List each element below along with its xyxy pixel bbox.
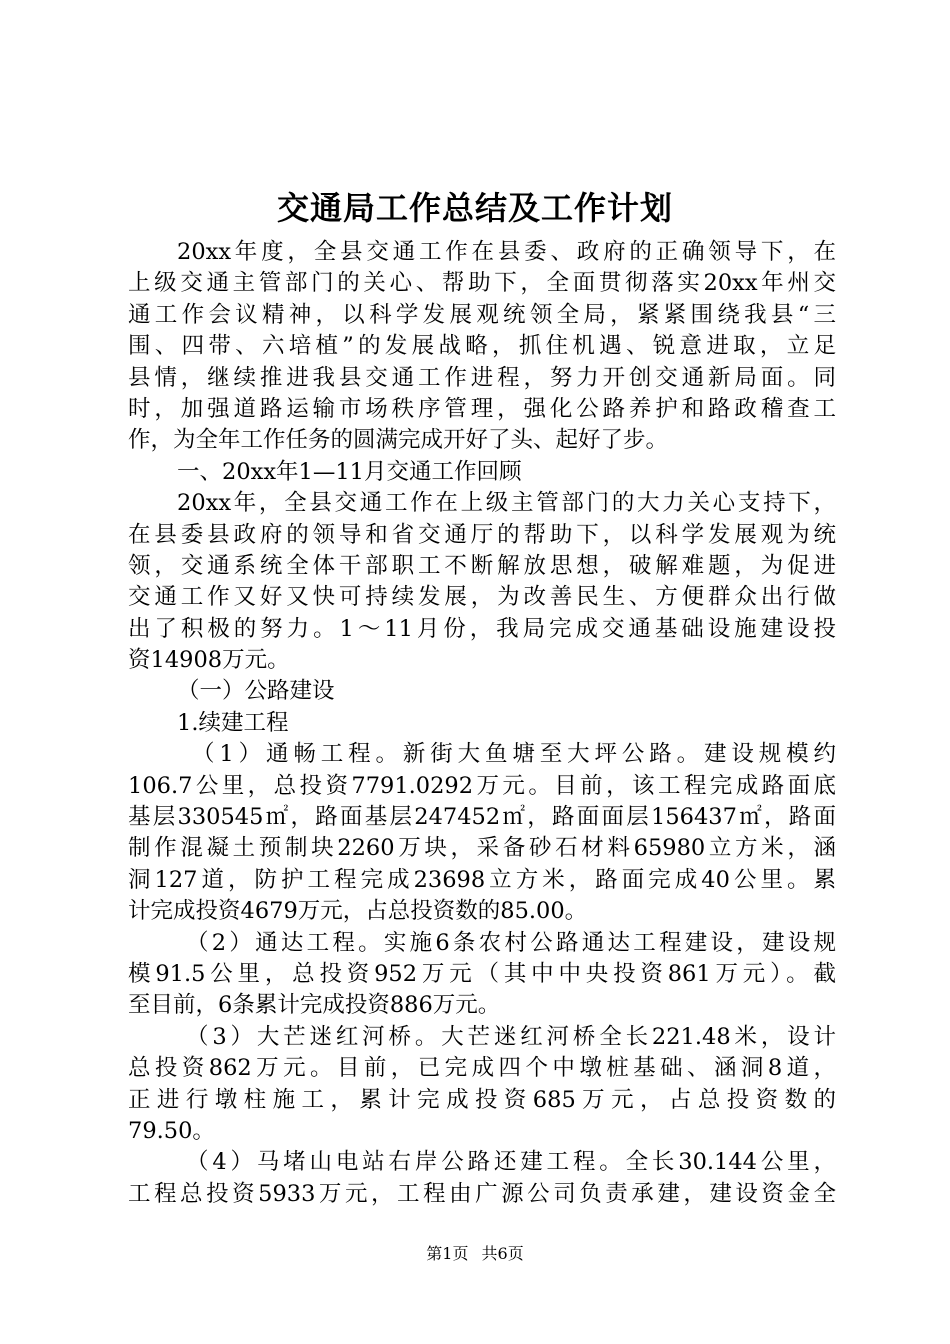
body-line: 20xx年，全县交通工作在上级主管部门的大力关心支持下， xyxy=(177,490,836,517)
body-line: 基层330545㎡，路面基层247452㎡，路面面层156437㎡，路面 xyxy=(128,804,836,831)
body-line: 79.50。 xyxy=(128,1117,215,1144)
body-line: 20xx年度，全县交通工作在县委、政府的正确领导下，在 xyxy=(177,239,836,265)
body-line: 作，为全年工作任务的圆满完成开好了头、起好了步。 xyxy=(128,427,669,454)
body-line: （2）通达工程。实施6条农村公路通达工程建设，建设规 xyxy=(186,929,836,956)
body-line: 出了积极的努力。1～11月份，我局完成交通基础设施建设投 xyxy=(128,615,836,642)
body-line: 交通工作又好又快可持续发展，为改善民生、方便群众出行做 xyxy=(128,584,836,611)
body-line: 在县委县政府的领导和省交通厅的帮助下，以科学发展观为统 xyxy=(128,521,836,548)
body-line: （1）通畅工程。新街大鱼塘至大坪公路。建设规模约 xyxy=(192,741,836,768)
body-line: 至目前，6条累计完成投资886万元。 xyxy=(128,992,501,1019)
body-line: 领，交通系统全体干部职工不断解放思想，破解难题，为促进 xyxy=(128,552,836,579)
body-line: 通工作会议精神，以科学发展观统领全局，紧紧围绕我县“三 xyxy=(128,301,836,328)
document-body xyxy=(128,237,836,1210)
page-number: 第1页 xyxy=(426,1244,469,1263)
page-total: 共6页 xyxy=(481,1244,524,1263)
body-line: 工程总投资5933万元，工程由广源公司负责承建，建设资金全 xyxy=(128,1180,836,1207)
document-title: 交通局工作总结及工作计划 xyxy=(276,189,673,227)
body-line: 制作混凝土预制块2260万块，采备砂石材料65980立方米，涵 xyxy=(128,835,836,862)
body-line: 上级交通主管部门的关心、帮助下，全面贯彻落实20xx年州交 xyxy=(128,270,836,297)
page-footer xyxy=(0,1244,950,1264)
body-line: 总投资862万元。目前，已完成四个中墩桩基础、涵洞8道， xyxy=(128,1055,836,1082)
body-line: 106.7公里，总投资7791.0292万元。目前，该工程完成路面底 xyxy=(128,772,836,799)
body-line: 时，加强道路运输市场秩序管理，强化公路养护和路政稽查工 xyxy=(128,395,836,422)
body-line: 洞127道，防护工程完成23698立方米，路面完成40公里。累 xyxy=(128,866,836,893)
body-line: 计完成投资4679万元，占总投资数的85.00。 xyxy=(128,898,588,925)
body-line: 资14908万元。 xyxy=(128,647,290,674)
body-line: 围、四带、六培植”的发展战略，抓住机遇、锐意进取，立足 xyxy=(128,333,836,360)
body-line: 县情，继续推进我县交通工作进程，努力开创交通新局面。同 xyxy=(128,364,836,391)
subsection-heading: （一）公路建设 xyxy=(177,678,335,705)
body-line: 正进行墩柱施工，累计完成投资685万元，占总投资数的 xyxy=(128,1086,836,1113)
body-line: （4）马堵山电站右岸公路还建工程。全长30.144公里， xyxy=(186,1149,836,1176)
body-line: （3）大芒迷红河桥。大芒迷红河桥全长221.48米，设计 xyxy=(186,1023,836,1050)
subsection-heading: 1.续建工程 xyxy=(177,709,289,736)
body-line: 模91.5公里，总投资952万元（其中中央投资861万元）。截 xyxy=(128,960,836,987)
section-heading: 一、20xx年1—11月交通工作回顾 xyxy=(177,458,522,485)
